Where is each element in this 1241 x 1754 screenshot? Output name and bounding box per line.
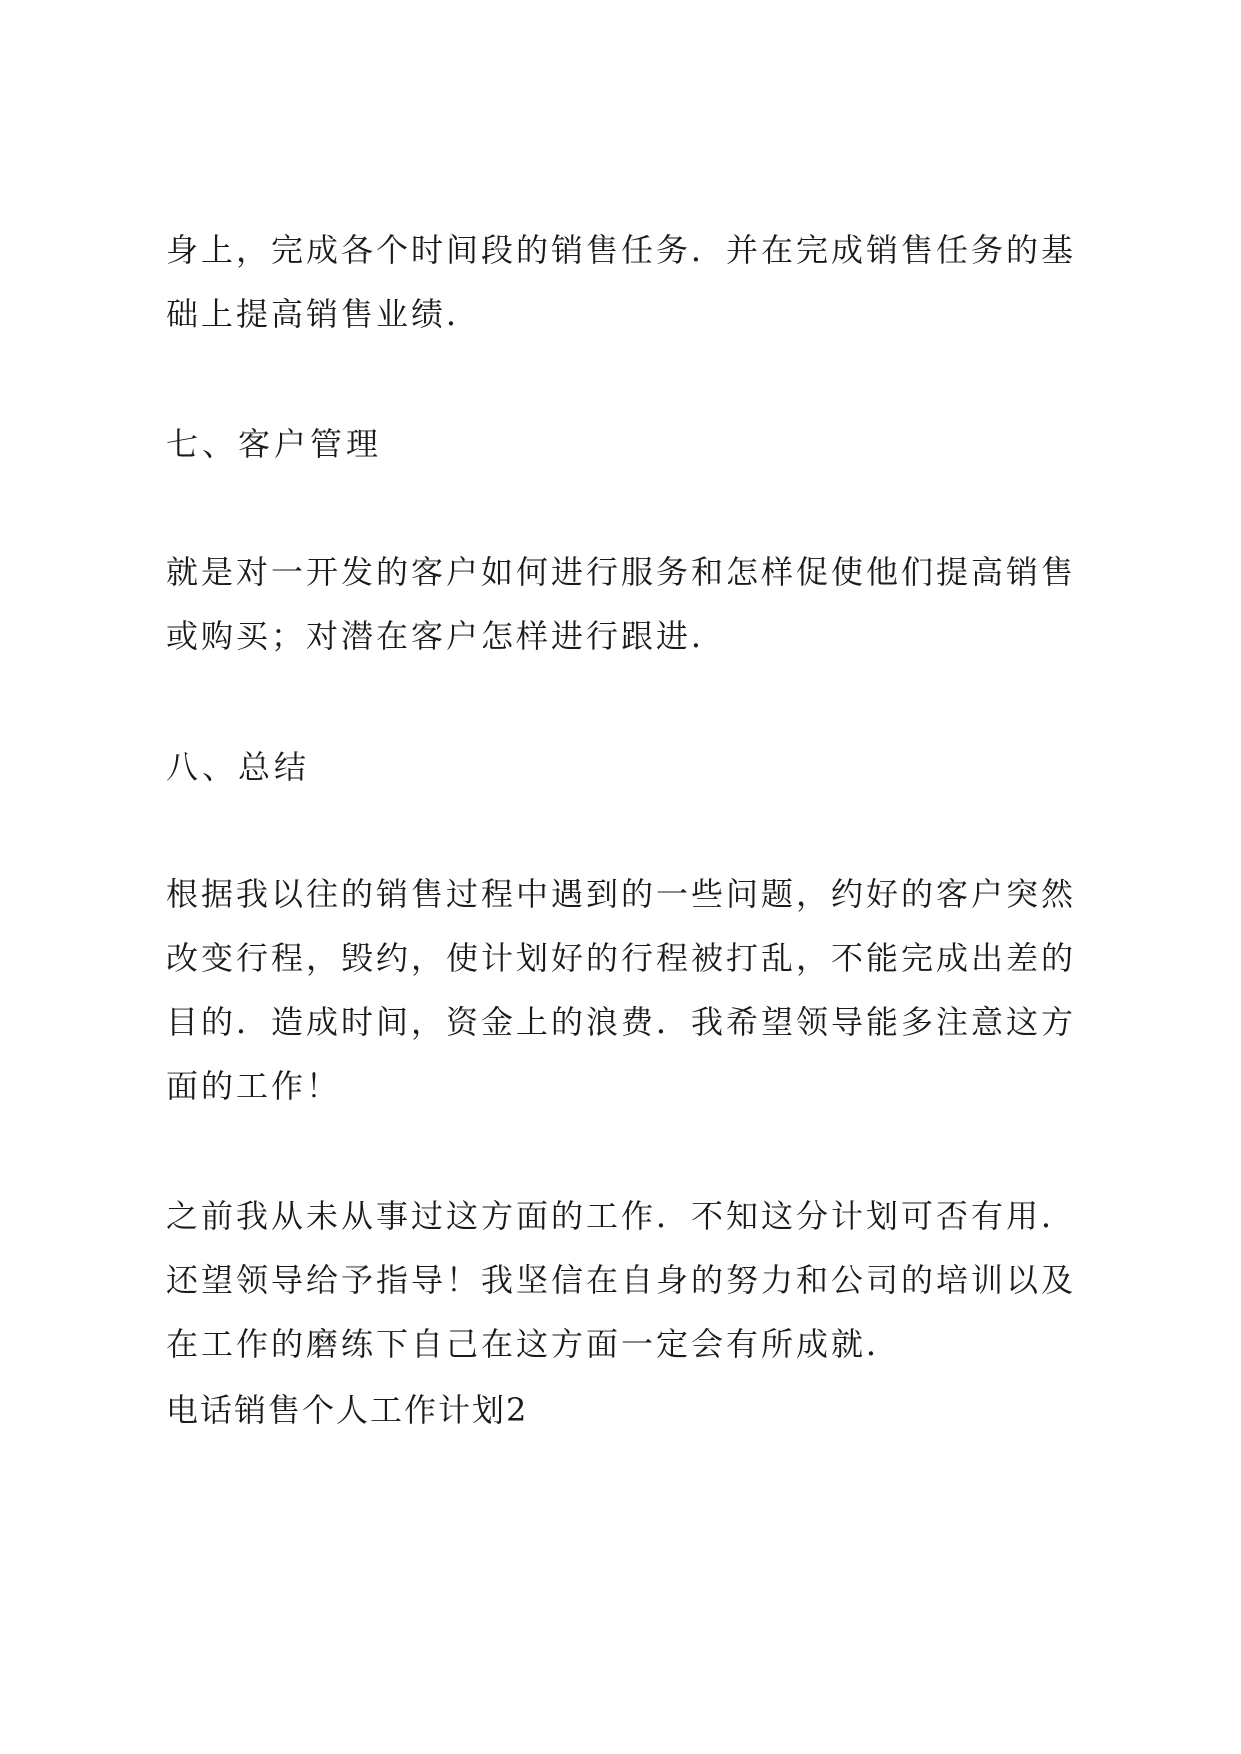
paragraph-customer-management: 就是对一开发的客户如何进行服务和怎样促使他们提高销售或购买；对潜在客户怎样进行跟进． [166,553,1077,655]
paragraph-summary-problems: 根据我以往的销售过程中遇到的一些问题，约好的客户突然改变行程，毁约，使计划好的行程被打乱，不能完成出差的目的．造成时间，资金上的浪费．我希望领导能多注意这方面的工作！ [166,875,1077,1105]
paragraph-sales-tasks: 身上，完成各个时间段的销售任务．并在完成销售任务的基础上提高销售业绩． [166,231,1077,333]
document-title-next-plan: 电话销售个人工作计划2 [166,1391,529,1429]
section-heading-customer-management: 七、客户管理 [166,425,383,463]
section-heading-summary: 八、总结 [166,748,311,786]
paragraph-summary-closing: 之前我从未从事过这方面的工作．不知这分计划可否有用．还望领导给予指导！我坚信在自身的努力和公司的培训以及在工作的磨练下自己在这方面一定会有所成就． [166,1197,1077,1363]
